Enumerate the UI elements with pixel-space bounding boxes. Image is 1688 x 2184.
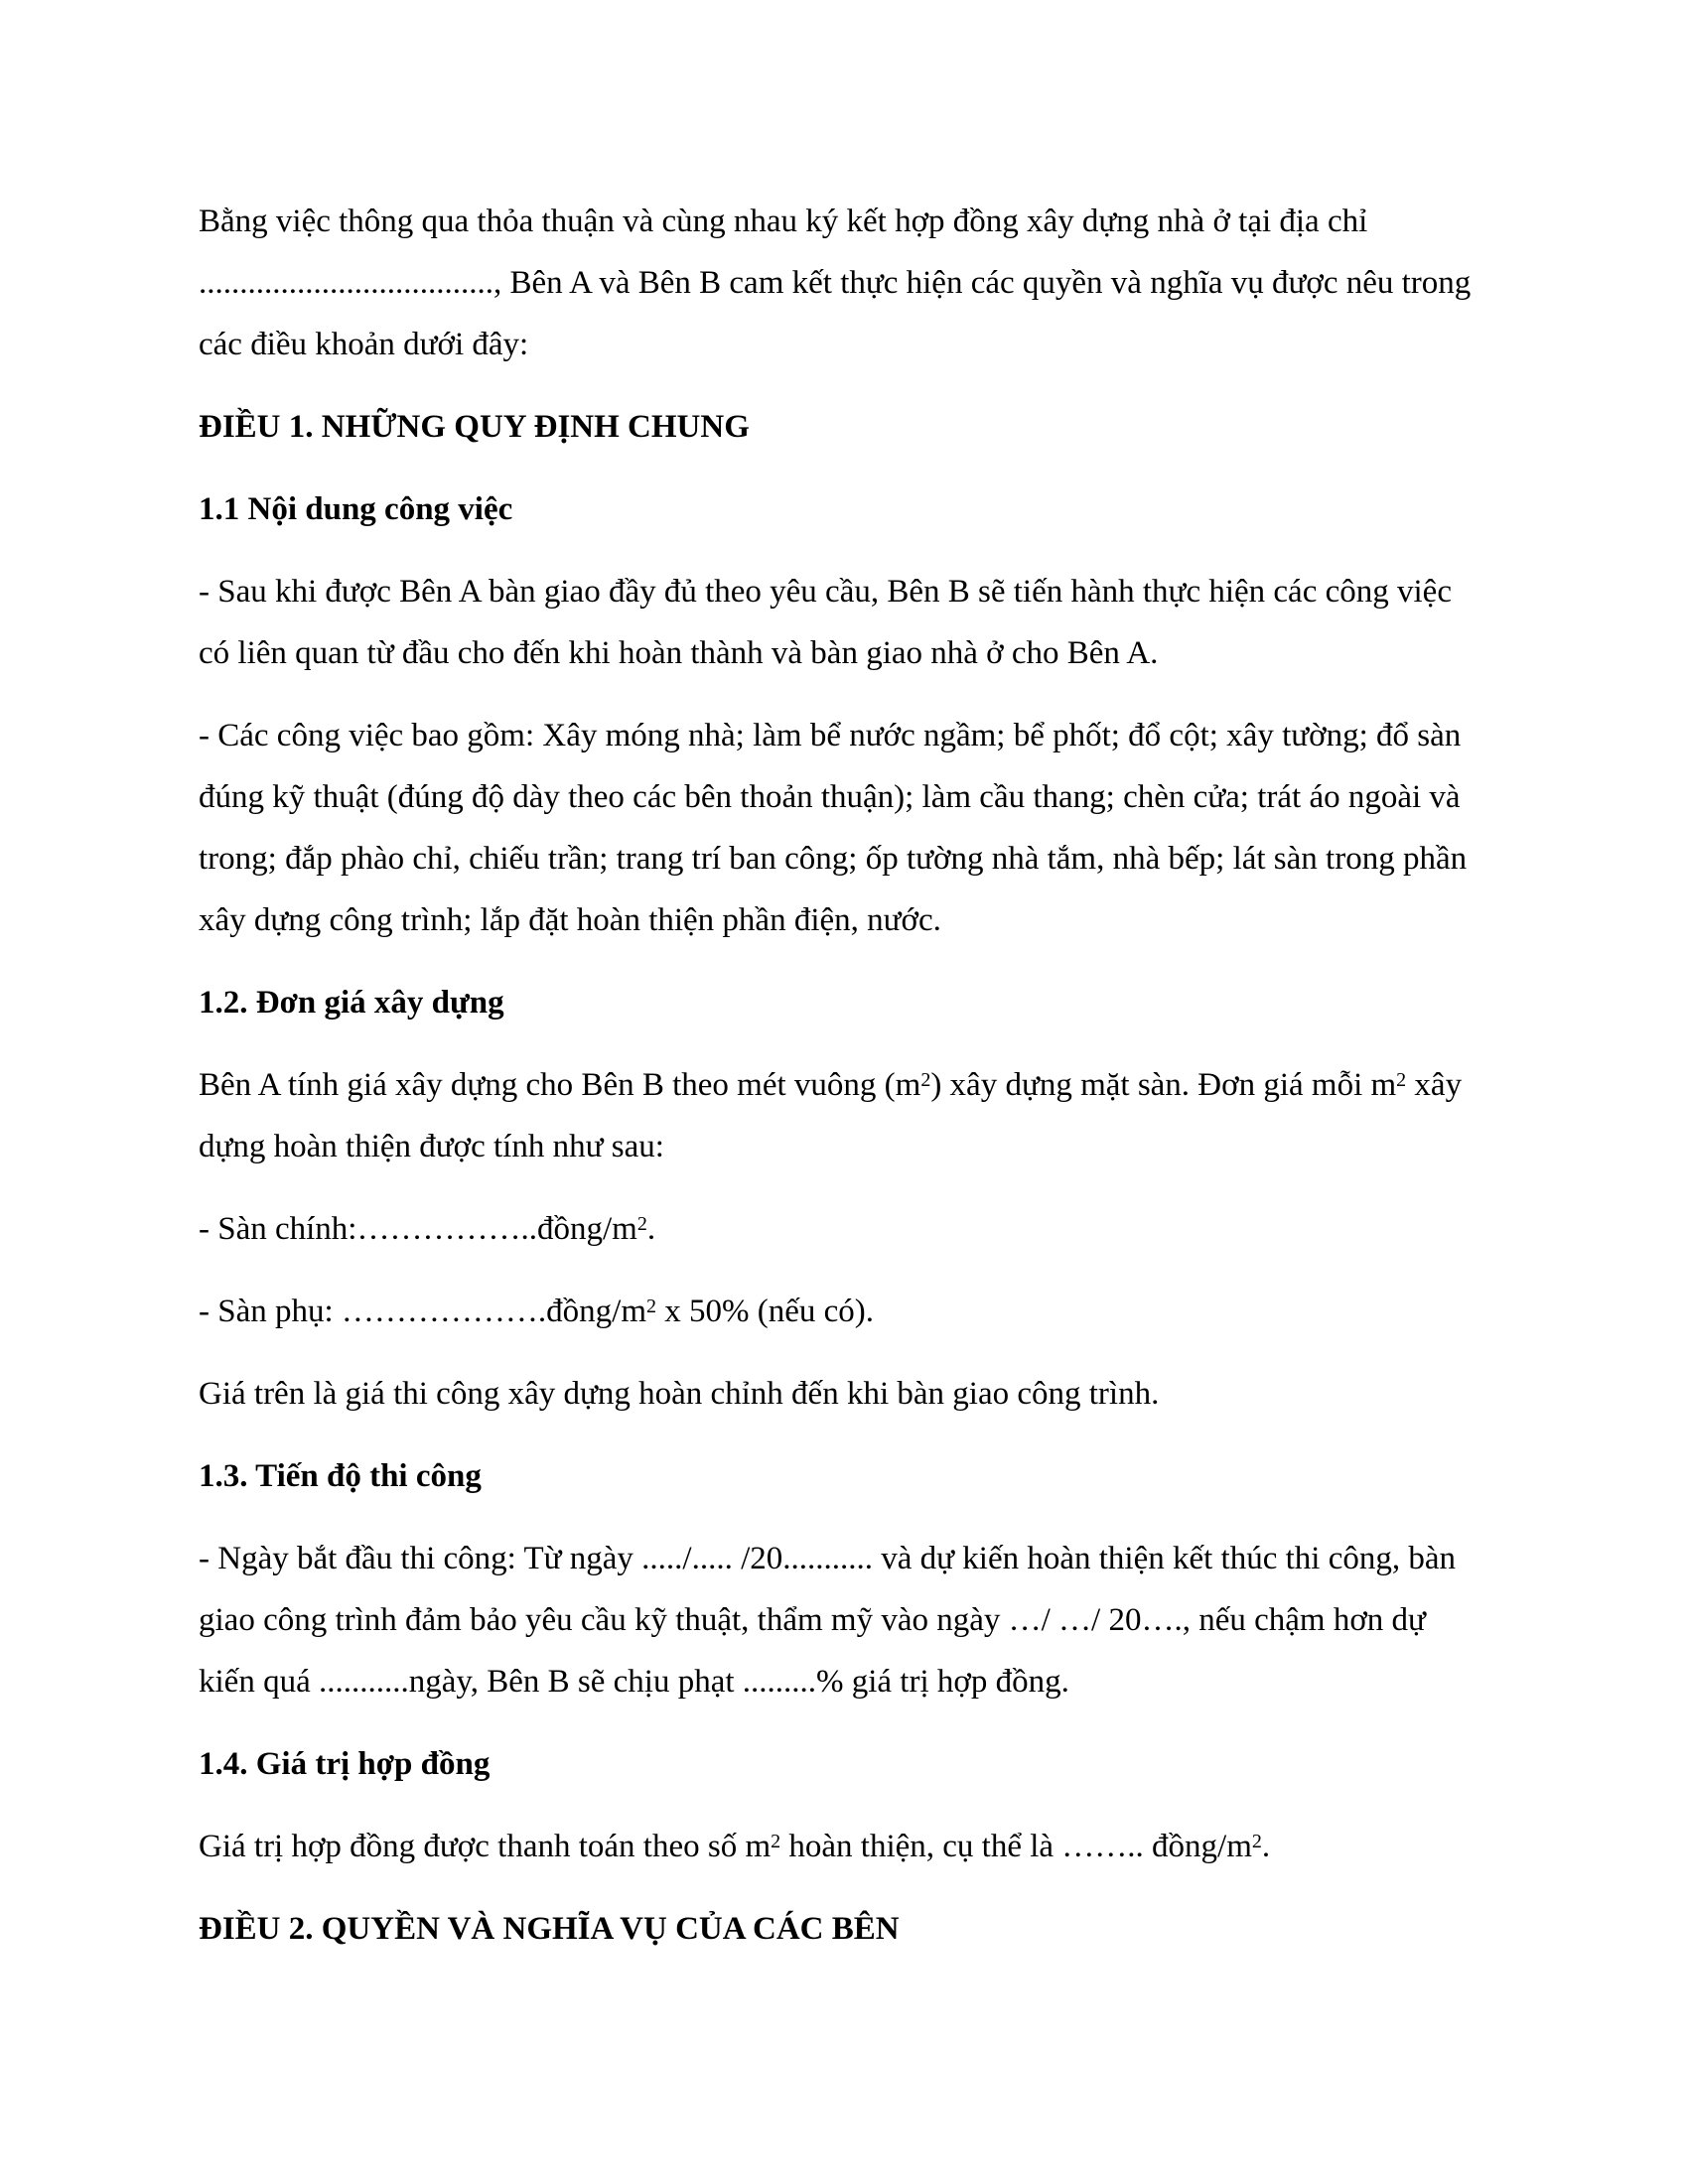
superscript: 2 [1396, 1069, 1407, 1091]
section-1-1-heading: 1.1 Nội dung công việc [199, 491, 513, 527]
section-1-4-paragraph [199, 1816, 1489, 1877]
superscript: 2 [920, 1069, 931, 1091]
text-segment: - Sàn phụ: ……………….đồng/m [199, 1294, 646, 1329]
section-1-2-heading: 1.2. Đơn giá xây dựng [199, 985, 504, 1021]
article-2-heading: ĐIỀU 2. QUYỀN VÀ NGHĨA VỤ CỦA CÁC BÊN [199, 1911, 900, 1947]
intro-paragraph: Bằng việc thông qua thỏa thuận và cùng nhau ký kết hợp đồng xây dựng nhà ở tại địa chỉ ...................................., Bên A và Bên B cam kết thực hiện các quyền và nghĩa vụ được nêu trong các điều khoản dưới đây: [199, 204, 1472, 362]
document-page [199, 191, 1489, 1980]
text-segment: x 50% (nếu có). [656, 1294, 875, 1329]
text-segment: - Sàn chính:……………..đồng/m [199, 1211, 637, 1247]
superscript: 2 [771, 1831, 781, 1852]
text-segment: . [1261, 1829, 1271, 1864]
text-segment: . [646, 1211, 656, 1247]
text-segment: Bên A tính giá xây dựng cho Bên B theo mét vuông (m [199, 1067, 921, 1103]
section-1-4-heading: 1.4. Giá trị hợp đồng [199, 1746, 491, 1782]
price-note: Giá trên là giá thi công xây dựng hoàn chỉnh đến khi bàn giao công trình. [199, 1376, 1160, 1412]
section-1-3-heading: 1.3. Tiến độ thi công [199, 1458, 482, 1494]
text-segment: hoàn thiện, cụ thể là …….. đồng/m [780, 1829, 1252, 1864]
text-segment: xây dựng hoàn thiện được tính như sau: [199, 1067, 1463, 1164]
superscript: 2 [1251, 1831, 1262, 1852]
superscript: 2 [636, 1213, 647, 1235]
section-1-1-paragraph-2: - Các công việc bao gồm: Xây móng nhà; làm bể nước ngầm; bể phốt; đổ cột; xây tường; đổ sàn đúng kỹ thuật (đúng độ dày theo các bên thoản thuận); làm cầu thang; chèn cửa; trát áo ngoài và trong; đắp phào chỉ, chiếu trần; trang trí ban công; ốp tường nhà tắm, nhà bếp; lát sàn trong phần xây dựng công trình; lắp đặt hoàn thiện phần điện, nước. [199, 718, 1468, 938]
section-1-1-paragraph-1: - Sau khi được Bên A bàn giao đầy đủ theo yêu cầu, Bên B sẽ tiến hành thực hiện các công việc có liên quan từ đầu cho đến khi hoàn thành và bàn giao nhà ở cho Bên A. [199, 574, 1452, 671]
sub-floor-price-line [199, 1281, 1489, 1342]
main-floor-price-line [199, 1198, 1489, 1260]
text-segment: ) xây dựng mặt sàn. Đơn giá mỗi m [930, 1067, 1397, 1103]
text-segment: Giá trị hợp đồng được thanh toán theo số m [199, 1829, 772, 1864]
section-1-3-paragraph: - Ngày bắt đầu thi công: Từ ngày ...../..... /20........... và dự kiến hoàn thiện kết thúc thi công, bàn giao công trình đảm bảo yêu cầu kỹ thuật, thẩm mỹ vào ngày …/ …/ 20…., nếu chậm hơn dự kiến quá ...........ngày, Bên B sẽ chịu phạt .........% giá trị hợp đồng. [199, 1541, 1457, 1700]
section-1-2-paragraph [199, 1054, 1489, 1177]
superscript: 2 [646, 1296, 656, 1317]
article-1-heading: ĐIỀU 1. NHỮNG QUY ĐỊNH CHUNG [199, 409, 750, 445]
